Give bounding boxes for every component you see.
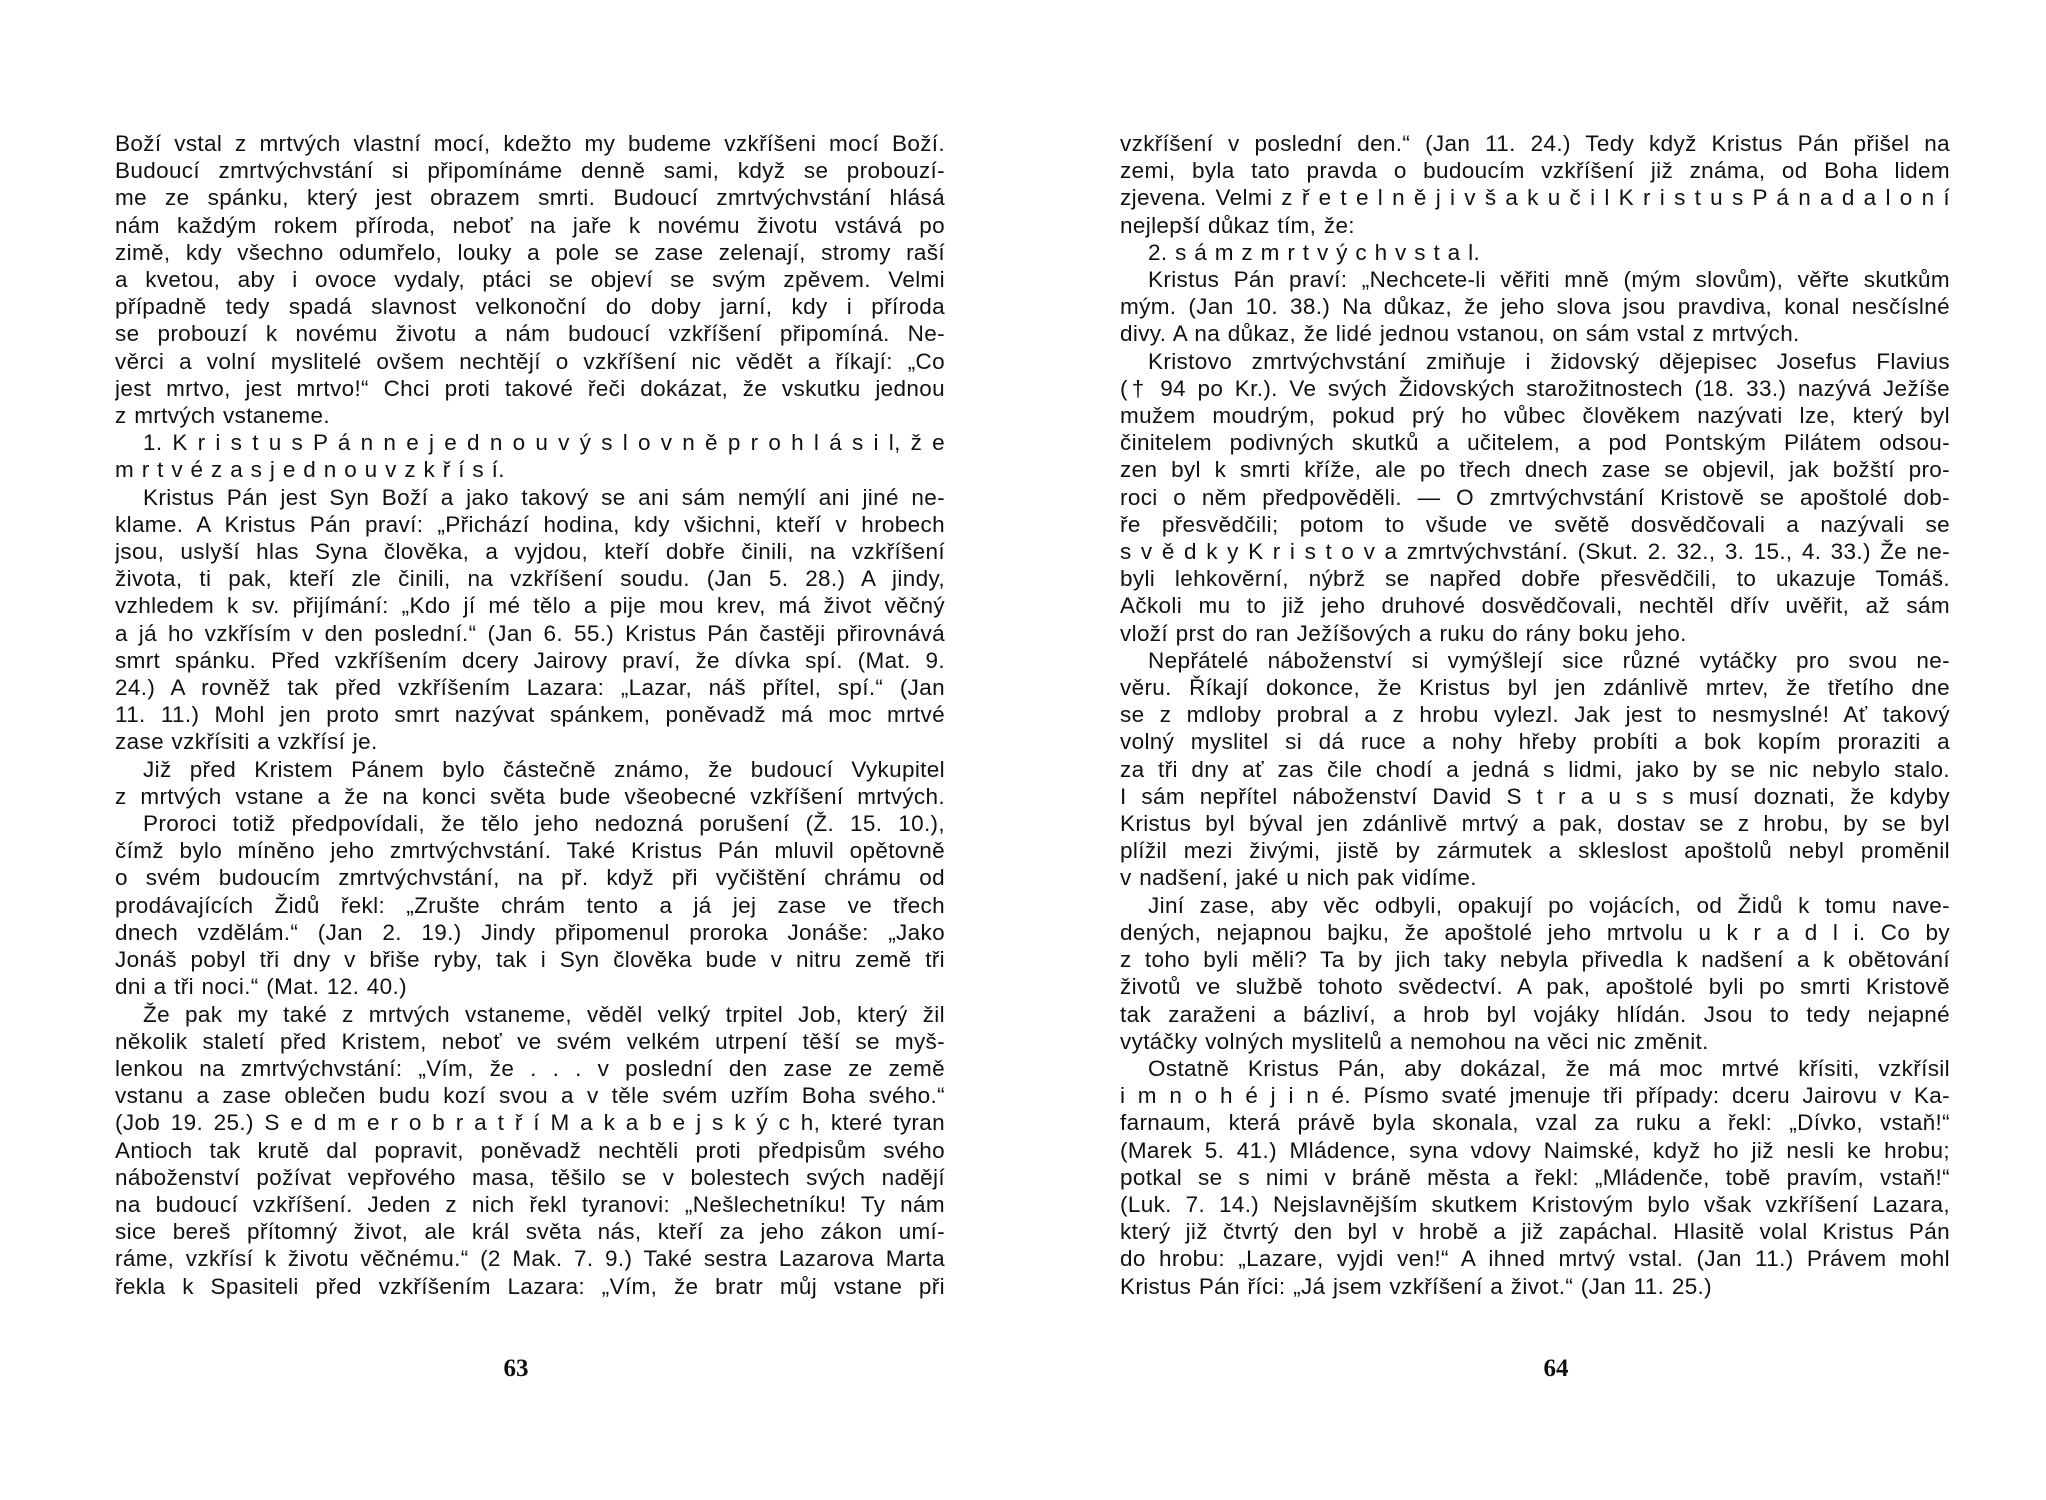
text-line: ře přesvědčili; potom to všude ve světě dosvědčovali a nazývali se: [1120, 511, 1950, 537]
text-line: vstanu a zase oblečen budu kozí svou a v těle svém uzřím Boha svého.“: [115, 1083, 945, 1109]
text-line: vloží prst do ran Ježíšových a ruku do rány boku jeho.: [1120, 620, 1687, 646]
text-line: (Luk. 7. 14.) Nejslavnějším skutkem Kristovým bylo však vzkříšení Lazara,: [1120, 1191, 1950, 1217]
text-line: Budoucí zmrtvýchvstání si připomínáme denně sami, když se probouzí-: [115, 158, 945, 184]
text-line: 24.) A rovněž tak před vzkříšením Lazara: „Lazar, náš přítel, spí.“ (Jan: [115, 675, 945, 701]
right-page-text: [1120, 130, 1950, 1300]
text-line: zemi, byla tato pravda o budoucím vzkříšení již známa, od Boha lidem: [1120, 158, 1950, 184]
text-line: věrci a volní myslitelé ovšem nechtějí o vzkříšení nic vědět a říkají: „Co: [115, 348, 945, 374]
text-line: mužem moudrým, pokud prý ho vůbec člověkem nazývati lze, který byl: [1120, 403, 1950, 429]
text-line: několik staletí před Kristem, neboť ve svém velkém utrpení těší se myš-: [115, 1028, 945, 1054]
text-line: vytáčky volných myslitelů a nemohou na věci nic změnit.: [1120, 1028, 1709, 1054]
text-line: Kristus Pán jest Syn Boží a jako takový se ani sám nemýlí ani jiné ne-: [143, 484, 945, 510]
text-line: plížil mezi živými, jistě by zármutek a skleslost apoštolů nebyl proměnil: [1120, 838, 1950, 864]
text-line: o svém budoucím zmrtvýchvstání, na př. když při vyčištění chrámu od: [115, 865, 945, 891]
text-line: se probouzí k novému životu a nám budoucí vzkříšení připomíná. Ne-: [115, 321, 945, 347]
text-line: životů ve službě tohoto svědectví. A pak, apoštolé byli po smrti Kristově: [1120, 974, 1950, 1000]
text-line: sice bereš přítomný život, ale král světa nás, kteří za jeho zákon umí-: [115, 1219, 945, 1245]
text-line: případně tedy spadá slavnost velkonoční do doby jarní, kdy i příroda: [115, 294, 945, 320]
text-line: divy. A na důkaz, že lidé jednou vstanou, on sám vstal z mrtvých.: [1120, 321, 1800, 347]
text-line: Kristovo zmrtvýchvstání zmiňuje i židovský dějepisec Josefus Flavius: [1148, 348, 1950, 374]
text-line: klame. A Kristus Pán praví: „Přichází hodina, kdy všichni, kteří v hrobech: [115, 511, 945, 537]
text-line: zimě, kdy všechno odumřelo, louky a pole se zase zelenají, stromy raší: [115, 239, 945, 265]
text-line: z toho byli měli? Ta by jich taky nebyla přivedla k nadšení a k obětování: [1120, 947, 1950, 973]
text-line: Ostatně Kristus Pán, aby dokázal, že má moc mrtvé křísiti, vzkřísil: [1148, 1055, 1950, 1081]
text-line: Jiní zase, aby věc odbyli, opakují po vojácích, od Židů k tomu nave-: [1148, 892, 1950, 918]
text-line: nám každým rokem příroda, neboť na jaře k novému životu vstává po: [115, 212, 945, 238]
text-line: dených, nejapnou bajku, že apoštolé jeho mrtvolu u k r a d l i. Co by: [1120, 919, 1950, 945]
text-line: Kristus Pán říci: „Já jsem vzkříšení a život.“ (Jan 11. 25.): [1120, 1273, 1713, 1299]
text-line: řekla k Spasiteli před vzkříšením Lazara: „Vím, že bratr můj vstane při: [115, 1273, 945, 1299]
text-line: farnaum, která právě byla skonala, vzal za ruku a řekl: „Dívko, vstaň!“: [1120, 1110, 1950, 1136]
text-line: Že pak my také z mrtvých vstaneme, věděl velký trpitel Job, který žil: [143, 1001, 945, 1027]
text-line: zase vzkřísiti a vzkřísí je.: [115, 729, 378, 755]
text-line: (Job 19. 25.) S e d m e r o b r a t ř í M a k a b e j s k ý c h, které tyran: [115, 1110, 945, 1136]
text-line: tak zaraženi a bázliví, a hrob byl vojáky hlídán. Jsou to tedy nejapné: [1120, 1001, 1950, 1027]
text-line: jest mrtvo, jest mrtvo!“ Chci proti takové řeči dokázat, že vskutku jednou: [115, 375, 945, 401]
text-line: lenkou na zmrtvýchvstání: „Vím, že . . . v poslední den zase ze země: [115, 1055, 945, 1081]
text-line: života, ti pak, kteří zle činili, na vzkříšení soudu. (Jan 5. 28.) A jindy,: [115, 566, 945, 592]
text-line: zjevena. Velmi z ř e t e l n ě j i v š a k u č i l K r i s t u s P á n a d a l o n í: [1120, 185, 1950, 211]
text-line: volný myslitel si dá ruce a nohy hřeby probíti a bok kopím proraziti a: [1120, 729, 1950, 755]
text-line: v nadšení, jaké u nich pak vidíme.: [1120, 865, 1477, 891]
text-line: Boží vstal z mrtvých vlastní mocí, kdežto my budeme vzkříšeni mocí Boží.: [115, 131, 945, 156]
text-line: dnech vzdělám.“ (Jan 2. 19.) Jindy připomenul proroka Jonáše: „Jako: [115, 919, 945, 945]
text-line: činitelem podivných skutků a učitelem, a pod Pontským Pilátem odsou-: [1120, 430, 1950, 456]
text-line: a kvetou, aby i ovoce vydaly, ptáci se objeví se svým zpěvem. Velmi: [115, 267, 945, 293]
text-line: m r t v é z a s j e d n o u v z k ř í s í.: [115, 457, 505, 483]
text-line: Kristus byl býval jen zdánlivě mrtvý a pak, dostav se z hrobu, by se byl: [1120, 811, 1950, 837]
text-line: na budoucí vzkříšení. Jeden z nich řekl tyranovi: „Nešlechetníku! Ty nám: [115, 1191, 945, 1217]
right-page-number: 64: [1543, 1355, 1569, 1382]
text-line: smrt spánku. Před vzkříšením dcery Jairovy praví, že dívka spí. (Mat. 9.: [115, 647, 945, 673]
text-line: který již čtvrtý den byl v hrobě a již zapáchal. Hlasitě volal Kristus Pán: [1120, 1219, 1950, 1245]
text-line: ráme, vzkřísí k životu věčnému.“ (2 Mak. 7. 9.) Také sestra Lazarova Marta: [115, 1246, 945, 1272]
text-line: Antioch tak krutě dal popravit, poněvadž nechtěli proti předpisům svého: [115, 1137, 945, 1163]
text-line: me ze spánku, který jest obrazem smrti. Budoucí zmrtvýchvstání hlásá: [115, 185, 945, 211]
text-line: z mrtvých vstaneme.: [115, 403, 330, 429]
left-page-number: 63: [503, 1355, 529, 1382]
text-line: i m n o h é j i n é. Písmo svaté jmenuje tři případy: dceru Jairovu v Ka-: [1120, 1083, 1950, 1109]
text-line: Jonáš pobyl tři dny v břiše ryby, tak i Syn člověka bude v nitru země tři: [115, 947, 945, 973]
text-line: roci o něm předpověděli. — O zmrtvýchvstání Kristově se apoštolé dob-: [1120, 484, 1950, 510]
text-line: čímž bylo míněno jeho zmrtvýchvstání. Také Kristus Pán mluvil opětovně: [115, 838, 945, 864]
right-page: [1023, 0, 2046, 1500]
text-line: († 94 po Kr.). Ve svých Židovských starožitnostech (18. 33.) nazývá Ježíše: [1120, 375, 1950, 401]
text-line: jsou, uslyší hlas Syna člověka, a vyjdou, kteří dobře činili, na vzkříšení: [115, 539, 945, 565]
text-line: se z mdloby probral a z hrobu vylezl. Jak jest to nesmyslné! Ať takový: [1120, 702, 1950, 728]
text-line: (Marek 5. 41.) Mládence, syna vdovy Naimské, když ho již nesli ke hrobu;: [1120, 1137, 1950, 1163]
text-line: mým. (Jan 10. 38.) Na důkaz, že jeho slova jsou pravdiva, konal nesčíslné: [1120, 294, 1950, 320]
text-line: vzhledem k sv. přijímání: „Kdo jí mé tělo a pije mou krev, má život věčný: [115, 593, 945, 619]
text-line: s v ě d k y K r i s t o v a zmrtvýchvstání. (Skut. 2. 32., 3. 15., 4. 33.) Že ne-: [1120, 539, 1950, 565]
text-line: Nepřátelé náboženství si vymýšlejí sice různé vytáčky pro svou ne-: [1148, 647, 1950, 673]
text-line: z mrtvých vstane a že na konci světa bude všeobecné vzkříšení mrtvých.: [115, 783, 945, 809]
text-line: za tři dny ať zas čile chodí a jedná s lidmi, jako by se nic nebylo stalo.: [1120, 756, 1950, 782]
text-line: byli lehkověrní, nýbrž se napřed dobře přesvědčili, to ukazuje Tomáš.: [1120, 566, 1950, 592]
text-line: prodávajících Židů řekl: „Zrušte chrám tento a já jej zase ve třech: [115, 892, 945, 918]
text-line: do hrobu: „Lazare, vyjdi ven!“ A ihned mrtvý vstal. (Jan 11.) Právem mohl: [1120, 1246, 1950, 1272]
text-line: a já ho vzkřísím v den poslední.“ (Jan 6. 55.) Kristus Pán častěji přirovnává: [115, 620, 945, 646]
left-page-text: [115, 130, 945, 1300]
text-line: Již před Kristem Pánem bylo částečně známo, že budoucí Vykupitel: [143, 756, 945, 782]
text-line: 11. 11.) Mohl jen proto smrt nazývat spánkem, poněvadž má moc mrtvé: [115, 702, 945, 728]
text-line: Ačkoli mu to již jeho druhové dosvědčovali, nechtěl dřív uvěřit, až sám: [1120, 593, 1950, 619]
text-line: potkal se s nimi v bráně města a řekl: „Mládenče, tobě pravím, vstaň!“: [1120, 1164, 1950, 1190]
text-line: vzkříšení v poslední den.“ (Jan 11. 24.) Tedy když Kristus Pán přišel na: [1120, 131, 1950, 156]
text-line: věru. Říkají dokonce, že Kristus byl jen zdánlivě mrtev, že třetího dne: [1120, 675, 1950, 701]
text-line: I sám nepřítel náboženství David S t r a u s s musí doznati, že kdyby: [1120, 783, 1950, 809]
text-line: Kristus Pán praví: „Nechcete-li věřiti mně (mým slovům), věřte skutkům: [1148, 267, 1950, 293]
text-line: dni a tři noci.“ (Mat. 12. 40.): [115, 974, 407, 1000]
text-line: 2. s á m z m r t v ý c h v s t a l.: [1148, 239, 1481, 265]
text-line: náboženství požívat vepřového masa, těšilo se v bolestech svých nadějí: [115, 1164, 945, 1190]
text-line: Proroci totiž předpovídali, že tělo jeho nedozná porušení (Ž. 15. 10.),: [143, 811, 945, 837]
text-line: zen byl k smrti kříže, ale po třech dnech zase se objevil, jak božští pro-: [1120, 457, 1950, 483]
text-line: 1. K r i s t u s P á n n e j e d n o u v ý s l o v n ě p r o h l á s i l, ž e: [143, 430, 945, 456]
text-line: nejlepší důkaz tím, že:: [1120, 212, 1355, 238]
